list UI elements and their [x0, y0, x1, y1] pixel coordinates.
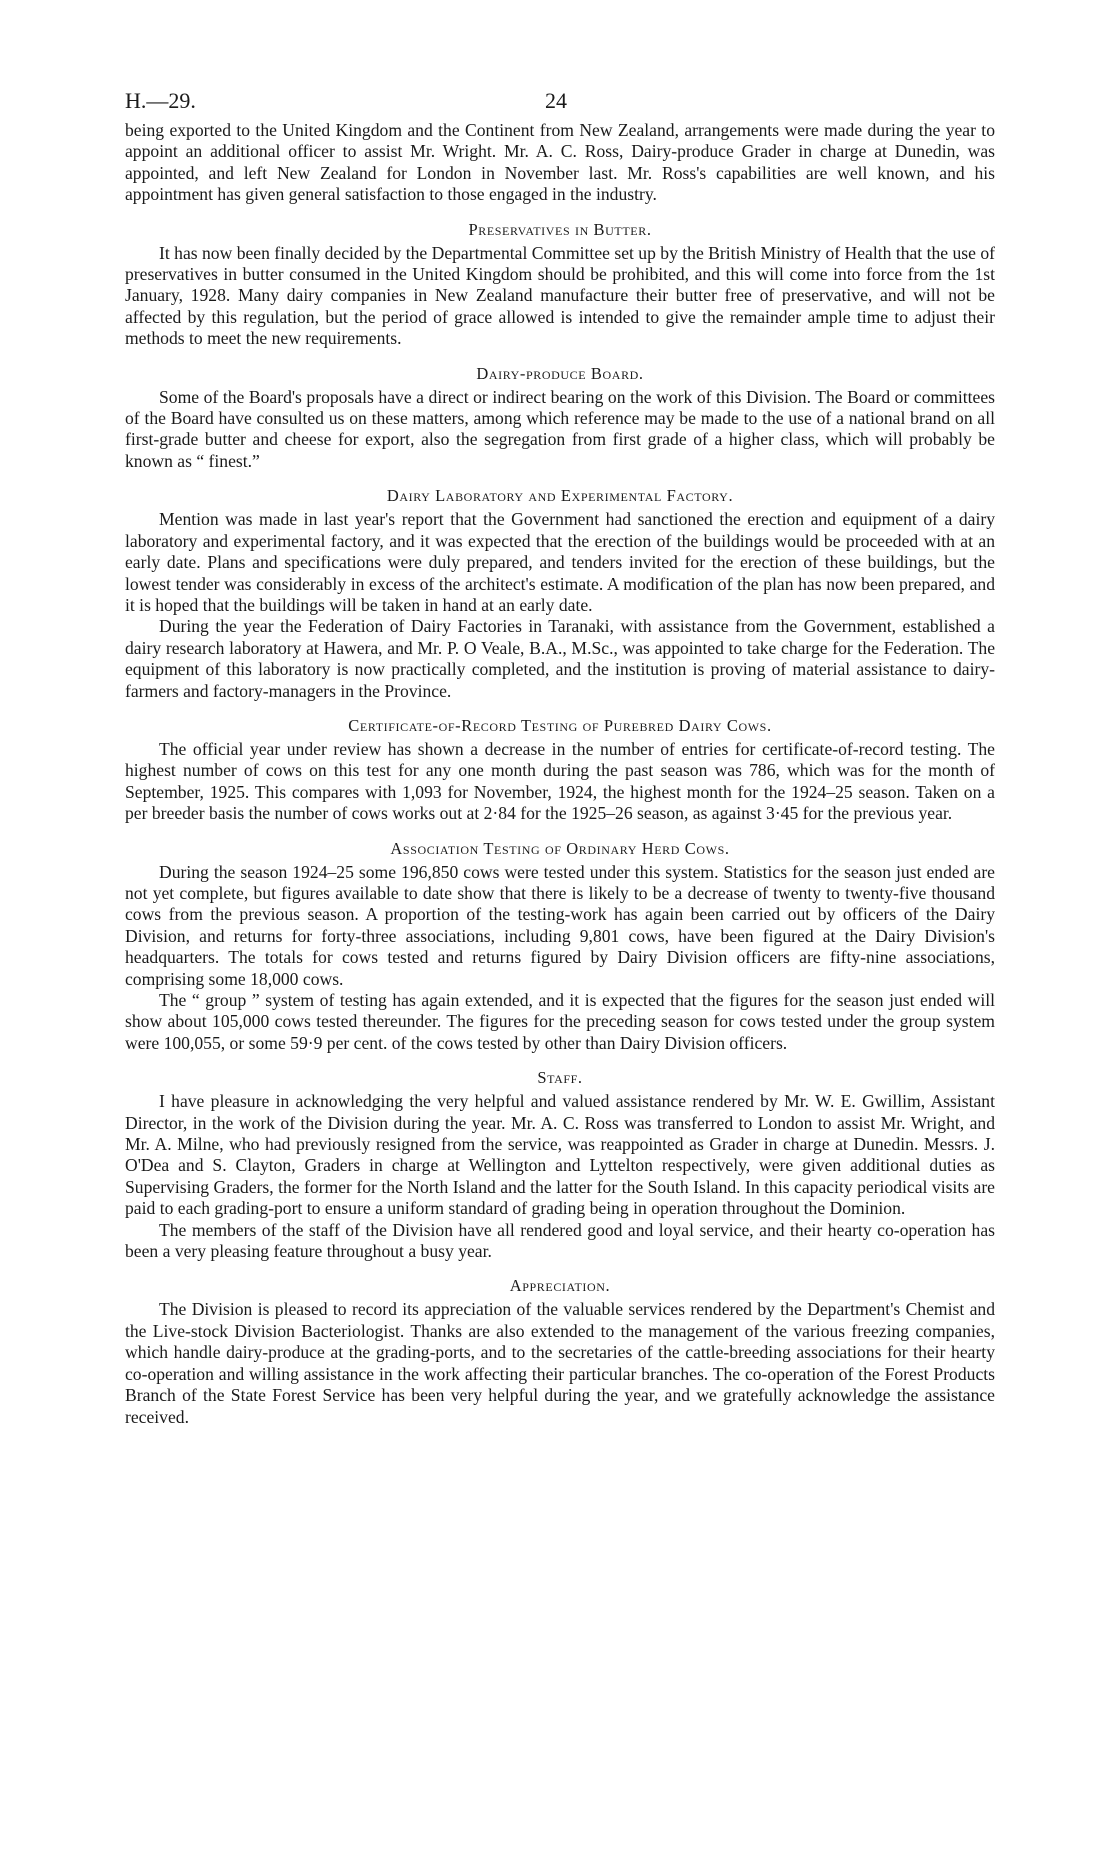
document-reference: H.—29.	[125, 88, 196, 113]
paragraph-appreciation: The Division is pleased to record its appreciation of the valuable services rendered by the Department's Chemist and the Live-stock Division Bacteriologist. Thanks are also extended to the management of the various freezing companies, which handle dairy-produce at the grading-ports, and to the secretaries of the cattle-breeding associations for their hearty co-operation and willing assistance in the work affecting their particular branches. The co-operation of the Forest Products Branch of the State Forest Service has been very helpful during the year, and we gratefully acknowledge the assistance received.	[125, 1299, 995, 1427]
document-page	[125, 88, 995, 1428]
section-heading-certificate-of-record: Certificate-of-Record Testing of Purebred Dairy Cows.	[348, 715, 772, 735]
section-heading-appreciation: Appreciation.	[509, 1276, 611, 1296]
section-heading-preservatives: Preservatives in Butter.	[468, 219, 652, 239]
page-header	[125, 88, 995, 116]
section-heading-dairy-produce-board: Dairy-produce Board.	[476, 363, 644, 383]
paragraph-association-testing-2: The “ group ” system of testing has again extended, and it is expected that the figures for the season just ended will show about 105,000 cows tested thereunder. The figures for the preceding season for cows tested under the group system were 100,055, or some 59·9 per cent. of the cows tested by other than Dairy Division officers.	[125, 990, 995, 1053]
paragraph-dairy-laboratory-1: Mention was made in last year's report that the Government had sanctioned the erection and equipment of a dairy laboratory and experimental factory, and it was expected that the erection of the buildings would be proceeded with at an early date. Plans and specifications were duly prepared, and tenders invited for the erection of these buildings, but the lowest tender was considerably in excess of the architect's estimate. A modification of the plan has now been prepared, and it is hoped that the buildings will be taken in hand at an early date.	[125, 509, 995, 615]
section-heading-association-testing: Association Testing of Ordinary Herd Cows.	[390, 838, 730, 858]
paragraph-preservatives: It has now been finally decided by the Departmental Committee set up by the British Ministry of Health that the use of preservatives in butter consumed in the United Kingdom should be prohibited, and this will come into force from the 1st January, 1928. Many dairy companies in New Zealand manufacture their butter free of preservative, and will not be affected by this regulation, but the period of grace allowed is intended to give the remainder ample time to adjust their methods to meet the new requirements.	[125, 242, 995, 349]
paragraph-dairy-laboratory-2: During the year the Federation of Dairy Factories in Taranaki, with assistance from the Government, established a dairy research laboratory at Hawera, and Mr. P. O Veale, B.A., M.Sc., was appointed to take charge for the Federation. The equipment of this laboratory is now practically completed, and the institution is proving of material assistance to dairy-farmers and factory-managers in the Province.	[125, 616, 995, 701]
paragraph-staff-2: The members of the staff of the Division have all rendered good and loyal service, and their hearty co-operation has been a very pleasing feature throughout a busy year.	[125, 1219, 995, 1262]
paragraph-staff-1: I have pleasure in acknowledging the very helpful and valued assistance rendered by Mr. W. E. Gwillim, Assistant Director, in the work of the Division during the year. Mr. A. C. Ross was transferred to London to assist Mr. Wright, and Mr. A. Milne, who had previously resigned from the service, was reappointed as Grader in charge at Dunedin. Messrs. J. O'Dea and S. Clayton, Graders in charge at Wellington and Lyttelton respectively, were given additional duties as Supervising Graders, the former for the North Island and the latter for the South Island. In this capacity periodical visits are paid to each grading-port to ensure a uniform standard of grading being in operation throughout the Dominion.	[125, 1091, 995, 1219]
paragraph-dairy-produce-board: Some of the Board's proposals have a direct or indirect bearing on the work of this Division. The Board or committees of the Board have consulted us on these matters, among which reference may be made to the use of a national brand on all first-grade butter and cheese for export, also the segregation from first grade of a higher class, which will probably be known as “ finest.”	[125, 386, 995, 471]
page-number: 24	[545, 88, 567, 113]
section-heading-staff: Staff.	[537, 1068, 583, 1088]
paragraph-association-testing-1: During the season 1924–25 some 196,850 cows were tested under this system. Statistics for the season just ended are not yet complete, but figures available to date show that there is likely to be a decrease of twenty to twenty-five thousand cows from the previous season. A proportion of the testing-work has again been carried out by officers of the Dairy Division, and returns for forty-three associations, including 9,801 cows, have been figured at the Dairy Division's headquarters. The totals for cows tested and returns figured by Dairy Division officers are fifty-nine associations, comprising some 18,000 cows.	[125, 861, 995, 989]
section-heading-dairy-laboratory: Dairy Laboratory and Experimental Factory.	[386, 486, 734, 506]
paragraph-certificate-of-record: The official year under review has shown a decrease in the number of entries for certificate-of-record testing. The highest number of cows on this test for any one month during the past season was 786, which was for the month of September, 1925. This compares with 1,093 for November, 1924, the highest month for the 1924–25 season. Taken on a per breeder basis the number of cows works out at 2·84 for the 1925–26 season, as against 3·45 for the previous year.	[125, 738, 995, 824]
intro-paragraph: being exported to the United Kingdom and the Continent from New Zealand, arrangements were made during the year to appoint an additional officer to assist Mr. Wright. Mr. A. C. Ross, Dairy-produce Grader in charge at Dunedin, was appointed, and left New Zealand for London in November last. Mr. Ross's capabilities are well known, and his appointment has given general satisfaction to those engaged in the industry.	[125, 120, 995, 205]
